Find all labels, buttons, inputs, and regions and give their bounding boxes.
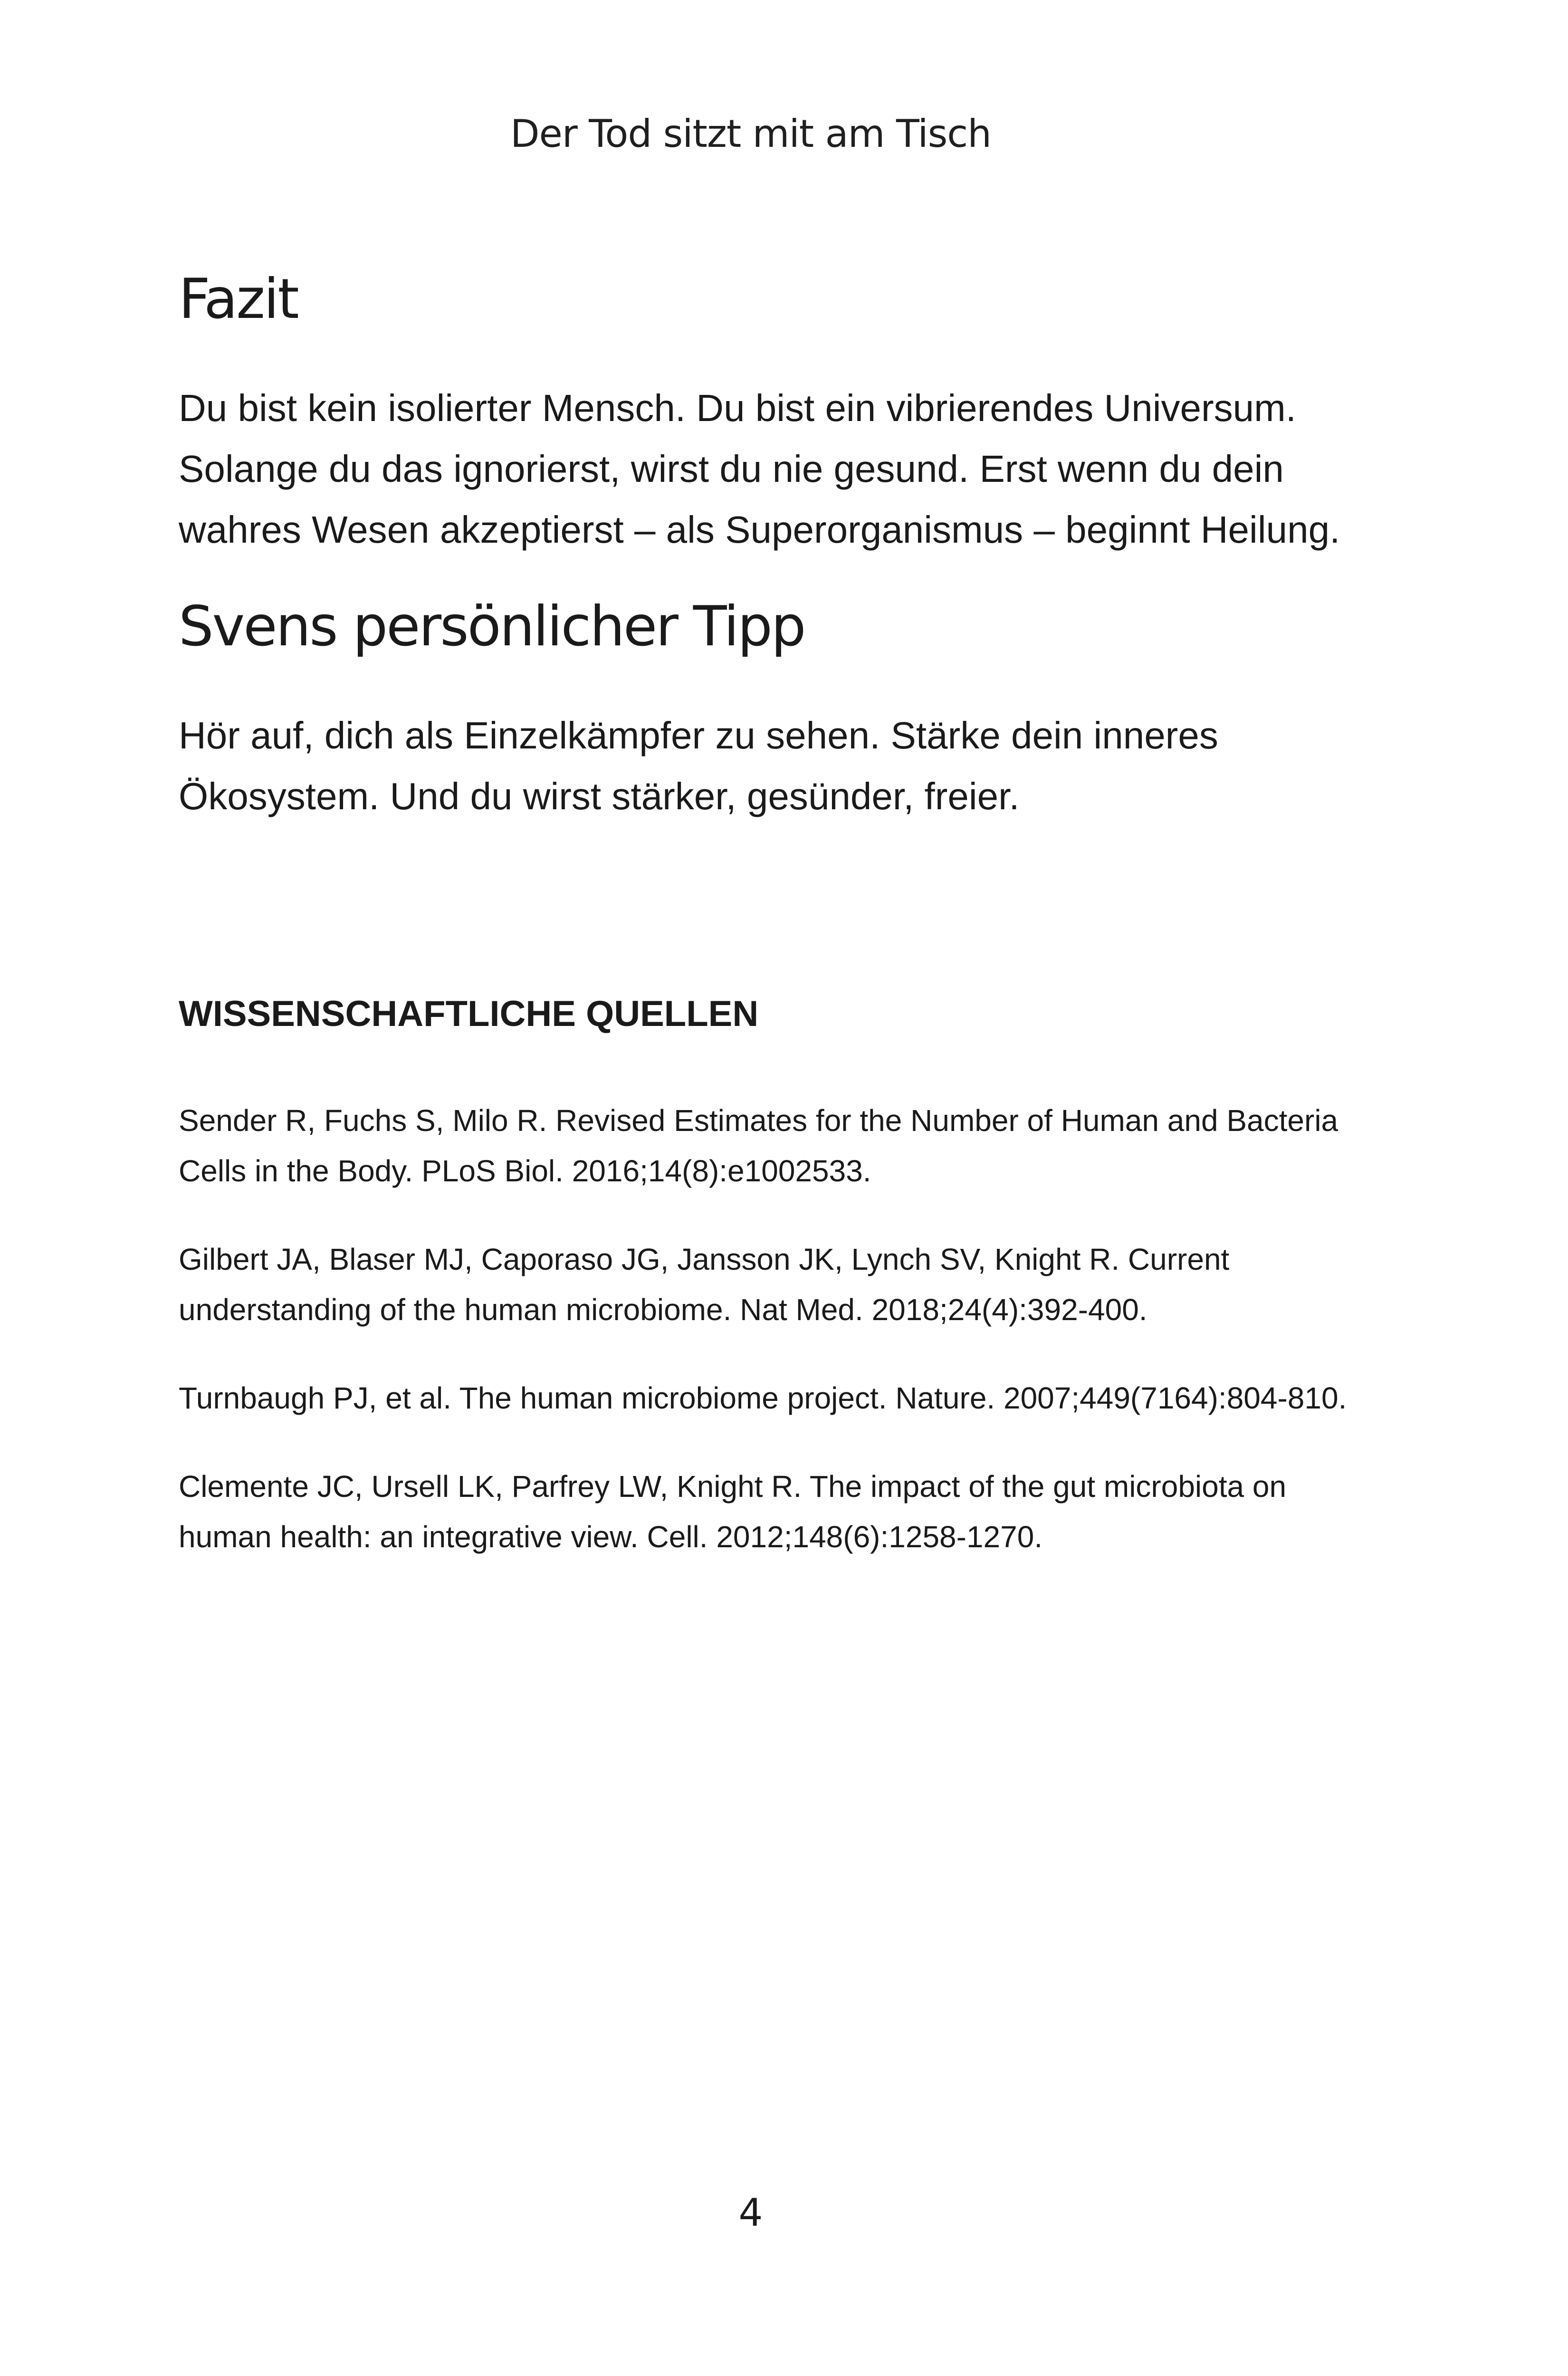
section-heading-fazit: Fazit <box>179 267 298 331</box>
references-heading: WISSENSCHAFTLICHE QUELLEN <box>179 994 759 1035</box>
section-heading-tipp: Svens persönlicher Tipp <box>179 594 805 659</box>
paragraph-fazit: Du bist kein isolierter Mensch. Du bist ein vibrierendes Universum. Solange du das ignorierst, wirst du nie gesund. Erst wenn du dein wahres Wesen akzeptierst – als Superorganismus – beginnt Heilung. <box>179 387 1340 551</box>
reference-item: Clemente JC, Ursell LK, Parfrey LW, Knight R. The impact of the gut microbiota on human health: an integrative view. Cell. 2012;148(6):1258-1270. <box>179 1469 1287 1554</box>
page-content <box>179 266 1348 1600</box>
reference-item: Turnbaugh PJ, et al. The human microbiome project. Nature. 2007;449(7164):804-810. <box>179 1381 1347 1416</box>
paragraph-tipp: Hör auf, dich als Einzelkämpfer zu sehen. Stärke dein inneres Ökosystem. Und du wirst stärker, gesünder, freier. <box>179 714 1218 818</box>
reference-item: Sender R, Fuchs S, Milo R. Revised Estimates for the Number of Human and Bacteria Cells in the Body. PLoS Biol. 2016;14(8):e1002533. <box>179 1103 1339 1188</box>
reference-item: Gilbert JA, Blaser MJ, Caporaso JG, Jansson JK, Lynch SV, Knight R. Current understanding of the human microbiome. Nat Med. 2018;24(4):392-400. <box>179 1242 1230 1327</box>
references-list <box>179 1095 1348 1562</box>
page-number: 4 <box>738 2191 763 2235</box>
running-header: Der Tod sitzt mit am Tisch <box>510 112 991 156</box>
